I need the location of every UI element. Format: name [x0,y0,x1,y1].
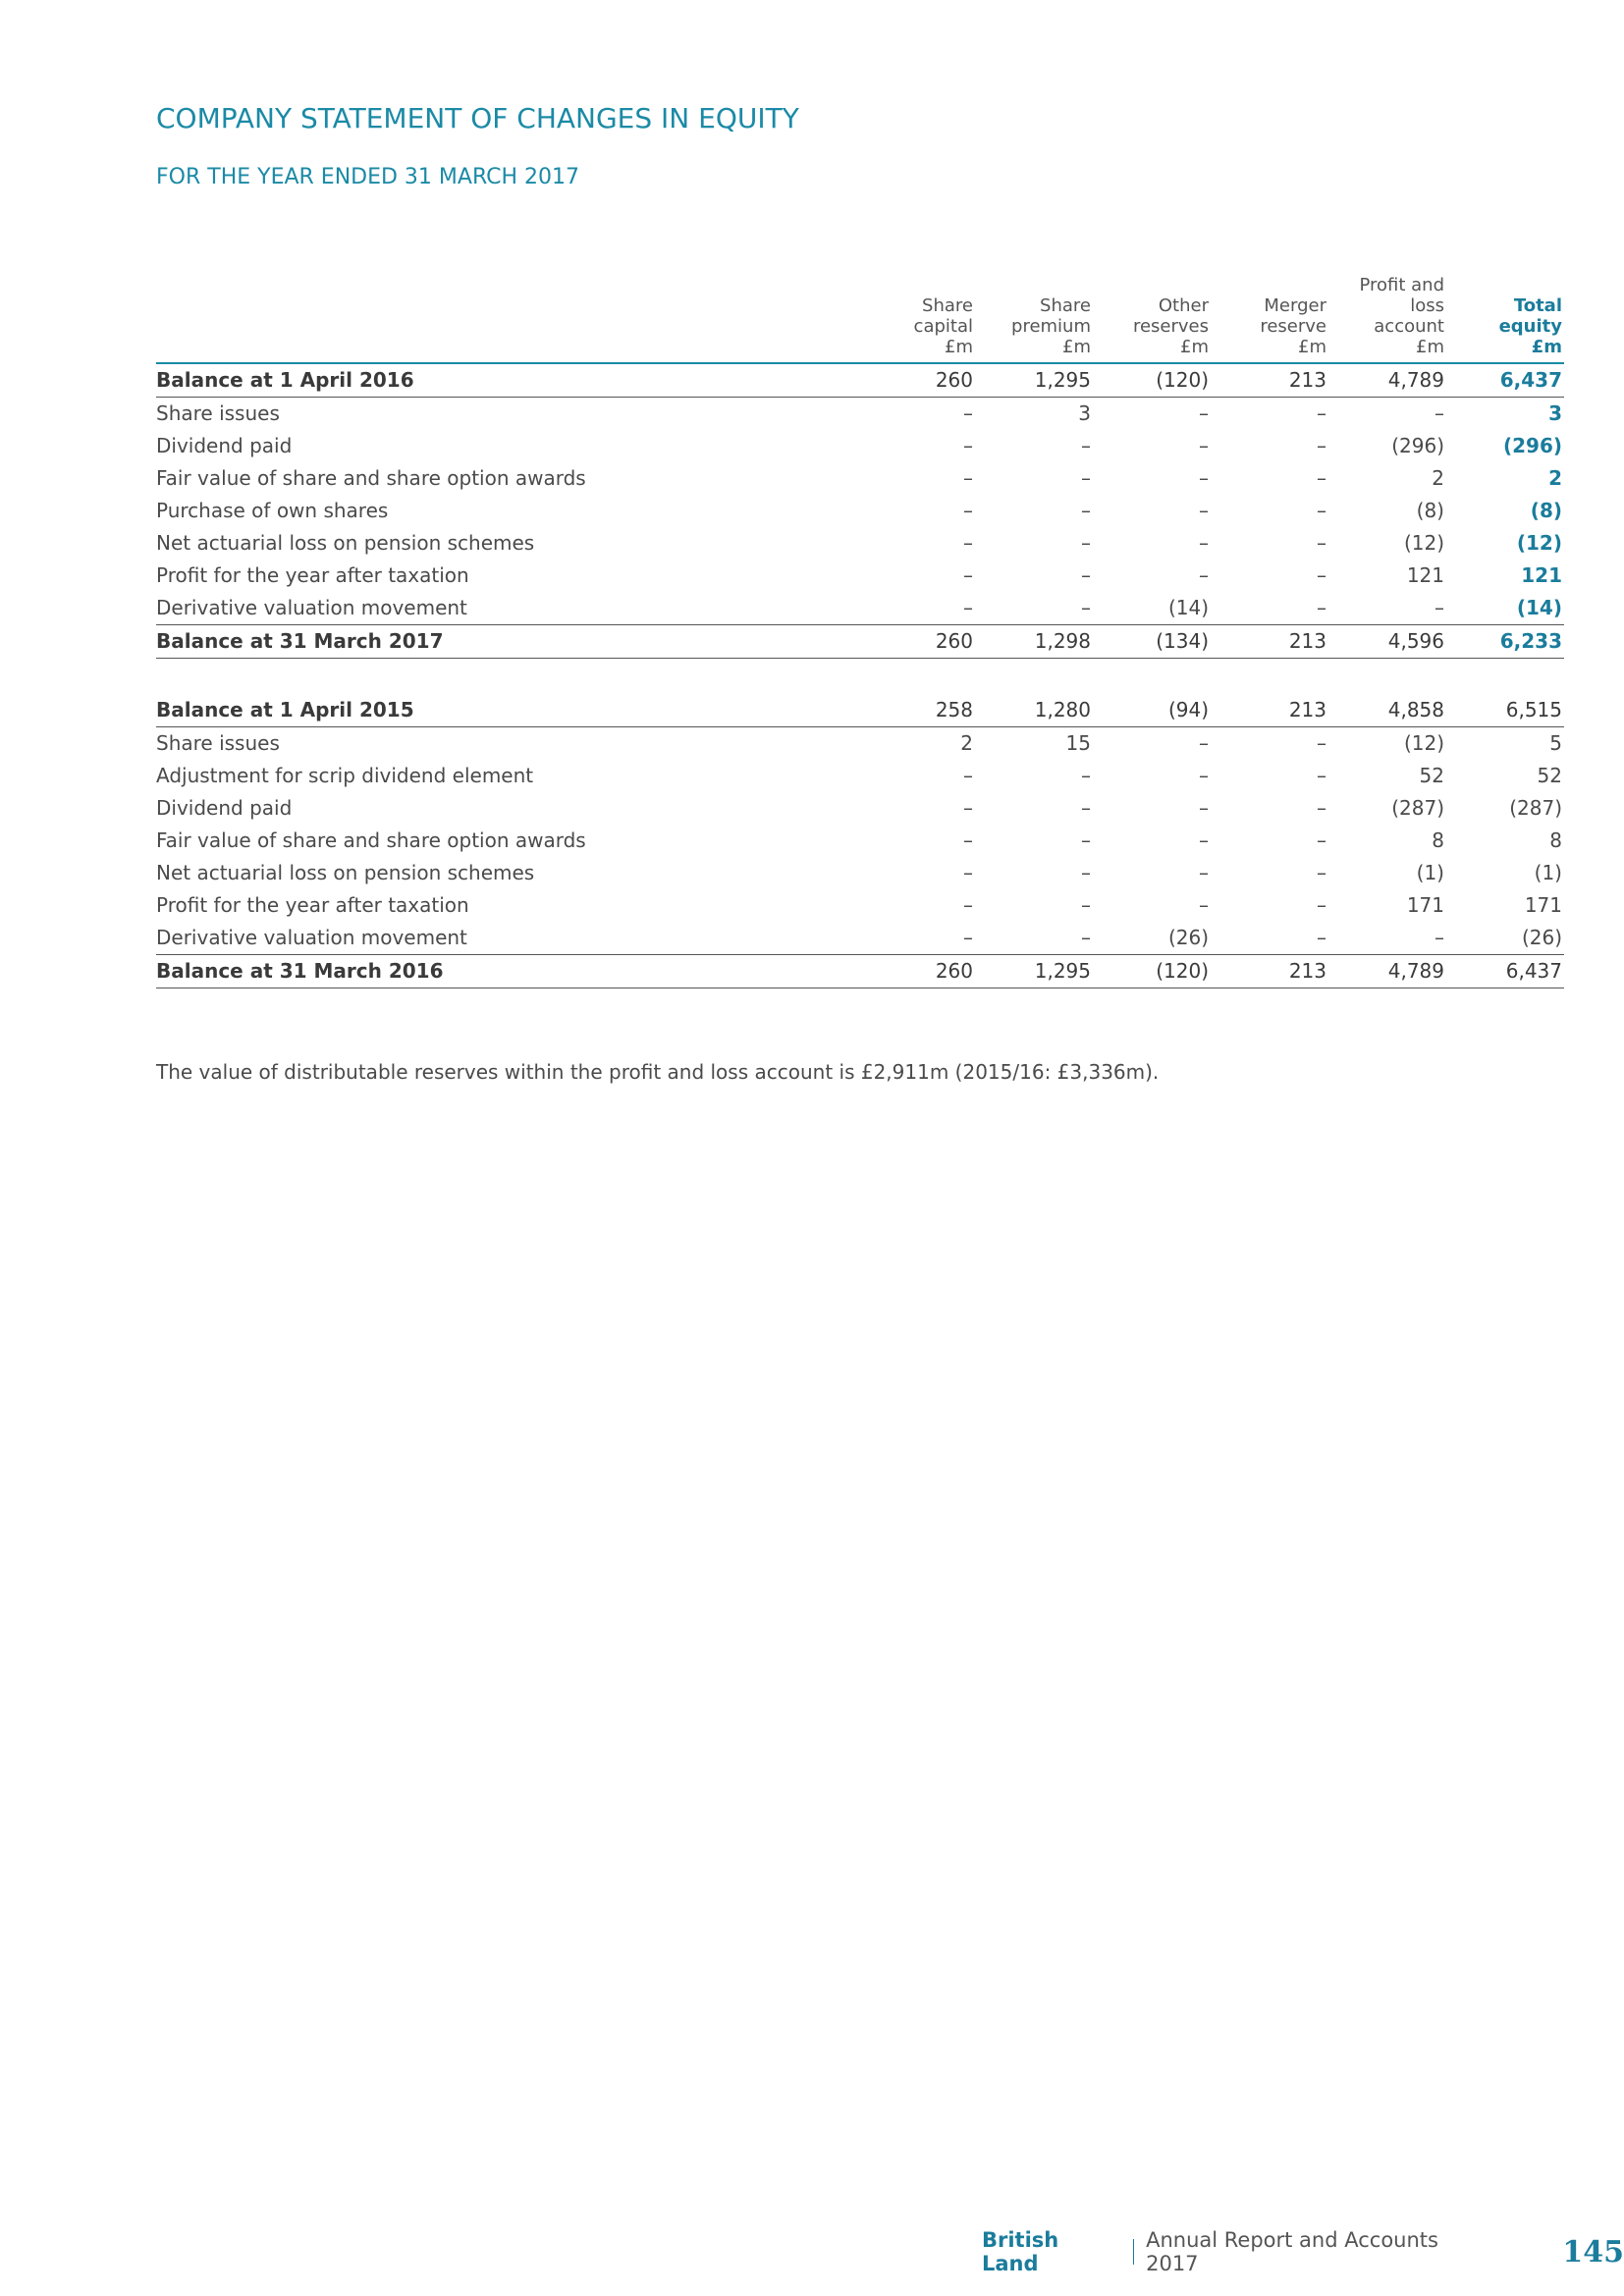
total-equity-cell: 6,437 [1446,363,1564,398]
total-equity-cell: 2 [1548,466,1562,490]
value-cell: (94) [1093,694,1211,727]
value-cell: (26) [1167,926,1209,949]
total-equity-cell: (26) [1521,926,1562,949]
value-cell: 1,280 [975,694,1093,727]
page-footer [982,2228,1624,2275]
value-cell: 1,295 [975,955,1093,988]
table-row [156,430,1564,462]
value-cell: – [1199,796,1209,820]
value-cell: – [963,828,973,852]
total-equity-cell: (287) [1509,796,1562,820]
footer-divider [1133,2239,1134,2265]
total-equity-cell: (14) [1516,596,1562,619]
page-number: 145 [1562,2234,1624,2269]
table-header-row [156,275,1564,363]
value-cell: 2 [960,731,973,755]
page-title: COMPANY STATEMENT OF CHANGES IN EQUITY [156,102,799,134]
value-cell: – [963,499,973,522]
row-label: Balance at 1 April 2016 [156,363,857,398]
value-cell: – [1317,531,1326,555]
value-cell: – [1317,596,1326,619]
value-cell: – [1081,596,1091,619]
table-row [156,560,1564,592]
row-label: Balance at 31 March 2017 [156,625,857,659]
value-cell: – [1199,434,1209,457]
value-cell: – [1081,434,1091,457]
total-equity-cell: 121 [1521,563,1562,587]
row-label: Net actuarial loss on pension schemes [156,531,535,555]
value-cell: – [1317,926,1326,949]
row-label: Balance at 31 March 2016 [156,955,857,988]
value-cell: – [963,893,973,917]
closing-balance-row [156,955,1564,988]
equity-table [156,275,1564,988]
row-label: Profit for the year after taxation [156,563,469,587]
total-equity-cell: (1) [1534,861,1562,884]
total-equity-cell: (296) [1502,434,1562,457]
value-cell: – [1199,893,1209,917]
value-cell: – [1317,434,1326,457]
value-cell: 8 [1432,828,1444,852]
value-cell: 260 [857,363,975,398]
value-cell: – [963,434,973,457]
table-row [156,857,1564,889]
value-cell: 213 [1211,955,1328,988]
value-cell: – [963,596,973,619]
footer-report-title: Annual Report and Accounts 2017 [1146,2228,1438,2275]
closing-balance-row [156,625,1564,659]
value-cell: – [1435,596,1444,619]
row-label: Adjustment for scrip dividend element [156,764,534,787]
total-equity-cell: 8 [1549,828,1562,852]
value-cell: – [1081,531,1091,555]
value-cell: – [963,466,973,490]
value-cell: – [963,401,973,425]
row-label: Net actuarial loss on pension schemes [156,861,535,884]
row-label: Dividend paid [156,434,293,457]
total-equity-cell: (8) [1530,499,1562,522]
table-row [156,889,1564,922]
value-cell: 1,295 [975,363,1093,398]
col-header-other-reserves: Other reserves £m [1093,275,1211,363]
row-label: Derivative valuation movement [156,596,467,619]
value-cell: 260 [857,955,975,988]
value-cell: 171 [1406,893,1444,917]
total-equity-cell: 52 [1537,764,1562,787]
value-cell: – [963,796,973,820]
row-label: Fair value of share and share option awards [156,828,586,852]
value-cell: – [1199,531,1209,555]
value-cell: 3 [1078,401,1091,425]
row-label: Dividend paid [156,796,293,820]
row-label: Derivative valuation movement [156,926,467,949]
value-cell: (134) [1093,625,1211,659]
table-row [156,727,1564,761]
table-row [156,922,1564,955]
col-header-share-premium: Share premium £m [975,275,1093,363]
value-cell: – [1435,926,1444,949]
value-cell: (14) [1167,596,1209,619]
value-cell: 258 [857,694,975,727]
value-cell: – [1317,828,1326,852]
total-equity-cell: 6,233 [1446,625,1564,659]
value-cell: 4,858 [1328,694,1446,727]
total-equity-cell: 171 [1524,893,1562,917]
row-label: Share issues [156,731,280,755]
row-label: Profit for the year after taxation [156,893,469,917]
col-header-merger-reserve: Merger reserve £m [1211,275,1328,363]
value-cell: 213 [1211,625,1328,659]
value-cell: (287) [1391,796,1444,820]
value-cell: – [1081,796,1091,820]
value-cell: 4,596 [1328,625,1446,659]
value-cell: – [1199,828,1209,852]
value-cell: (1) [1416,861,1444,884]
value-cell: 4,789 [1328,955,1446,988]
row-label: Balance at 1 April 2015 [156,694,857,727]
value-cell: – [1199,563,1209,587]
value-cell: – [1317,861,1326,884]
value-cell: – [1081,499,1091,522]
header-blank [156,275,857,363]
table-row [156,462,1564,495]
col-header-share-capital: Share capital £m [857,275,975,363]
value-cell: – [1081,861,1091,884]
value-cell: – [963,861,973,884]
value-cell: – [963,531,973,555]
value-cell: 2 [1432,466,1444,490]
value-cell: – [1199,466,1209,490]
value-cell: – [1081,764,1091,787]
total-equity-cell: (12) [1516,531,1562,555]
value-cell: – [1317,893,1326,917]
value-cell: – [1317,731,1326,755]
table-row [156,527,1564,560]
value-cell: – [963,926,973,949]
value-cell: – [963,563,973,587]
value-cell: – [1199,499,1209,522]
value-cell: – [1317,764,1326,787]
table-row [156,825,1564,857]
value-cell: 15 [1065,731,1091,755]
total-equity-cell: 6,437 [1446,955,1564,988]
value-cell: – [1199,861,1209,884]
opening-balance-row [156,363,1564,398]
value-cell: (8) [1416,499,1444,522]
value-cell: – [1317,499,1326,522]
value-cell: – [1081,893,1091,917]
value-cell: (12) [1403,531,1444,555]
value-cell: – [1317,796,1326,820]
value-cell: – [963,764,973,787]
row-label: Fair value of share and share option awards [156,466,586,490]
value-cell: (12) [1403,731,1444,755]
spacer-cell [156,659,1564,695]
table-row [156,792,1564,825]
value-cell: 52 [1419,764,1444,787]
distributable-reserves-note: The value of distributable reserves within the profit and loss account is £2,911m (2015/16: £3,336m). [156,1060,1160,1084]
value-cell: – [1081,828,1091,852]
page-subtitle: FOR THE YEAR ENDED 31 MARCH 2017 [156,165,580,189]
value-cell: 260 [857,625,975,659]
total-equity-cell: 3 [1548,401,1562,425]
table-row [156,760,1564,792]
row-label: Share issues [156,401,280,425]
total-equity-cell: 5 [1549,731,1562,755]
value-cell: (120) [1093,363,1211,398]
value-cell: (120) [1093,955,1211,988]
section-spacer [156,659,1564,695]
value-cell: – [1435,401,1444,425]
value-cell: – [1317,466,1326,490]
footer-brand: British Land [982,2228,1059,2275]
value-cell: – [1081,563,1091,587]
value-cell: 1,298 [975,625,1093,659]
table-row [156,495,1564,527]
col-header-profit-and-loss: Profit and loss account £m [1328,275,1446,363]
row-label: Purchase of own shares [156,499,389,522]
total-equity-cell: 6,515 [1446,694,1564,727]
value-cell: – [1081,926,1091,949]
value-cell: – [1081,466,1091,490]
value-cell: 213 [1211,363,1328,398]
value-cell: (296) [1391,434,1444,457]
opening-balance-row [156,694,1564,727]
value-cell: – [1199,401,1209,425]
value-cell: – [1317,563,1326,587]
value-cell: – [1199,731,1209,755]
value-cell: 121 [1406,563,1444,587]
value-cell: – [1199,764,1209,787]
col-header-total-equity: Total equity £m [1446,275,1564,363]
value-cell: – [1317,401,1326,425]
table-row [156,592,1564,625]
value-cell: 213 [1211,694,1328,727]
table-row [156,398,1564,431]
value-cell: 4,789 [1328,363,1446,398]
